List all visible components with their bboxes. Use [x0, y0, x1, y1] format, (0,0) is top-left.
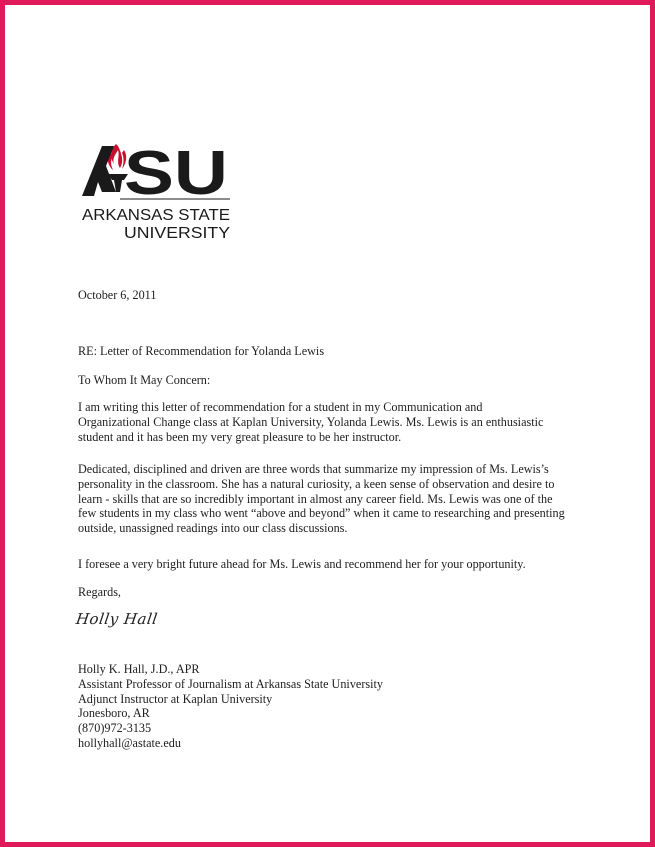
- signer-email: hollyhall@astate.edu: [78, 735, 181, 750]
- logo-line2: UNIVERSITY: [124, 225, 231, 242]
- letter-closing: Regards,: [78, 585, 121, 599]
- letter-paragraph: I am writing this letter of recommendation for a student in my Communication and Organizational Change class at Kaplan University, Yolanda Lewis. Ms. Lewis is an enthusiastic student and it has been my very great pleasure to be her instructor.: [78, 400, 544, 444]
- handwritten-signature: Holly Hall: [74, 610, 159, 628]
- logo-line1: ARKANSAS STATE: [82, 207, 230, 224]
- letter-paragraph: I foresee a very bright future ahead for Ms. Lewis and recommend her for your opportunity.: [78, 557, 526, 571]
- signer-name: Holly K. Hall, J.D., APR: [78, 662, 200, 676]
- signer-title-secondary: Adjunct Instructor at Kaplan University: [78, 691, 273, 706]
- asu-logo: [80, 136, 236, 242]
- letter-salutation: To Whom It May Concern:: [78, 373, 211, 387]
- signer-title: Assistant Professor of Journalism at Arkansas State University: [78, 676, 383, 691]
- letter-subject: RE: Letter of Recommendation for Yolanda Lewis: [78, 344, 325, 358]
- signature-block: [78, 662, 383, 751]
- letter-paragraph: Dedicated, disciplined and driven are three words that summarize my impression of Ms. Lewis’s personality in the classroom. She has a natural curiosity, a keen sense of observation and desire to learn - skills that are so incredibly important in almost any career field. Ms. Lewis was one of the few students in my class who went “above and beyond” when it came to researching and presenting outside, unassigned readings into our class discussions.: [78, 462, 565, 536]
- signer-phone: (870)972-3135: [78, 721, 152, 736]
- letter-date: October 6, 2011: [78, 288, 157, 302]
- signer-location: Jonesboro, AR: [78, 706, 150, 721]
- logo-mark: SU: [124, 139, 228, 208]
- asu-a-shape-icon: [82, 146, 116, 196]
